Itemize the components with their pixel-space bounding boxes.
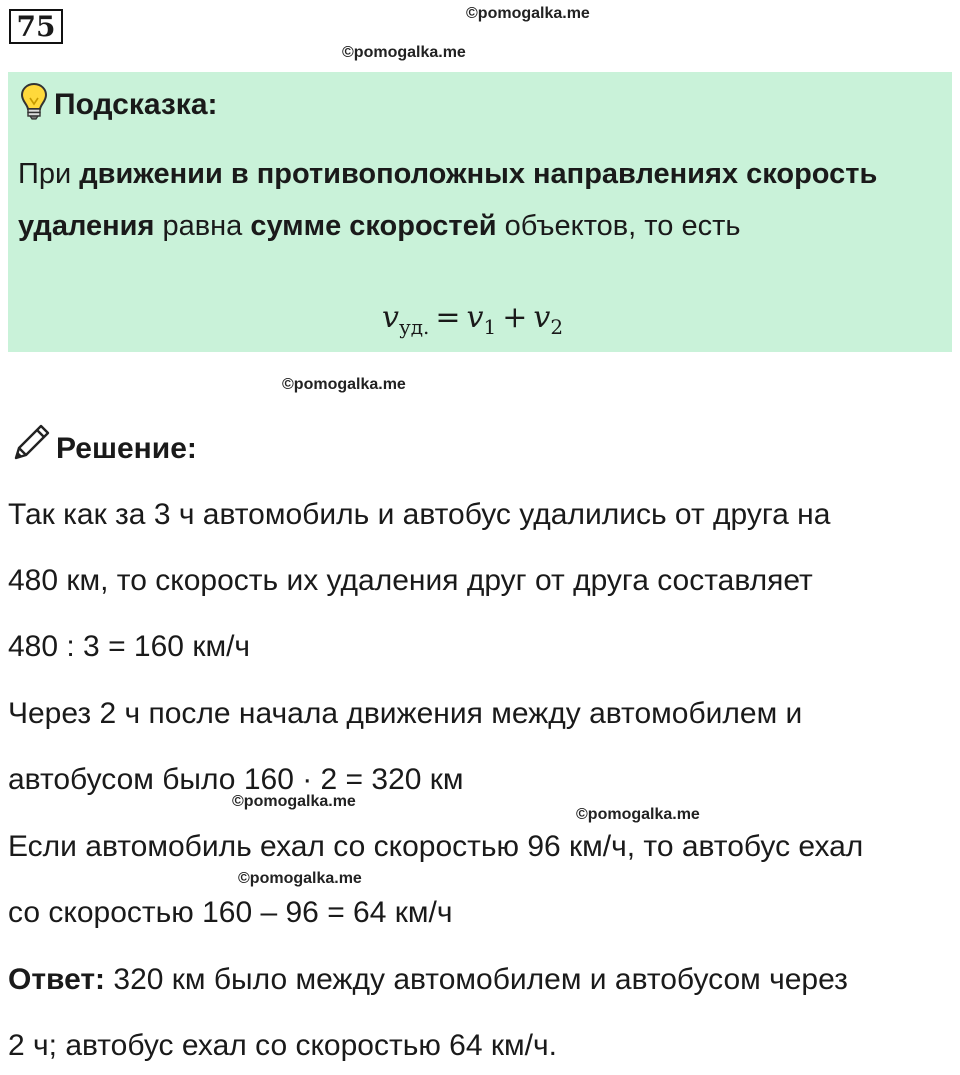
hint-formula (382, 300, 563, 339)
watermark: ©pomogalka.me (342, 44, 466, 61)
lightbulb-icon (20, 82, 48, 128)
formula-sub: 1 (483, 315, 497, 339)
formula-var: v (382, 300, 399, 335)
problem-number: 75 (9, 9, 63, 44)
hint-text (18, 148, 938, 252)
hint-text-bold: сумме скоростей (250, 210, 497, 242)
hint-heading (20, 82, 218, 128)
solution-line: Так как за 3 ч автомобиль и автобус удалились от друга на (8, 498, 831, 531)
answer-line (8, 963, 848, 997)
solution-line: 480 км, то скорость их удаления друг от друга составляет (8, 564, 813, 597)
solution-line: 480 : 3 = 160 км/ч (8, 630, 251, 663)
watermark: ©pomogalka.me (238, 870, 362, 887)
solution-line: автобусом было 160 · 2 = 320 км (8, 763, 464, 796)
answer-text: 320 км было между автомобилем и автобусом через (105, 963, 848, 996)
hint-text-part: равна (154, 210, 251, 242)
solution-title: Решение: (56, 432, 197, 465)
watermark: ©pomogalka.me (466, 5, 590, 22)
formula-sub: 2 (550, 315, 564, 339)
hint-title: Подсказка: (54, 88, 218, 121)
formula-op: + (502, 300, 528, 335)
formula-var: v (533, 300, 551, 335)
formula-op: = (435, 300, 461, 335)
watermark: ©pomogalka.me (232, 793, 356, 810)
formula-sub: уд. (398, 315, 430, 339)
watermark: ©pomogalka.me (282, 376, 406, 393)
solution-heading (10, 422, 197, 472)
answer-label: Ответ: (8, 963, 106, 996)
formula-var: v (466, 300, 484, 335)
answer-line: 2 ч; автобус ехал со скоростью 64 км/ч. (8, 1029, 557, 1062)
hint-text-bold: движении в противоположных направлениях скорость удаления (18, 158, 878, 242)
hint-text-part: объектов, то есть (496, 210, 741, 242)
hint-text-part: При (18, 158, 80, 190)
watermark: ©pomogalka.me (576, 806, 700, 823)
solution-line: Через 2 ч после начала движения между автомобилем и (8, 697, 803, 730)
pencil-icon (10, 422, 52, 472)
solution-line: Если автомобиль ехал со скоростью 96 км/ч, то автобус ехал (8, 830, 864, 863)
solution-line: со скоростью 160 – 96 = 64 км/ч (8, 896, 453, 929)
